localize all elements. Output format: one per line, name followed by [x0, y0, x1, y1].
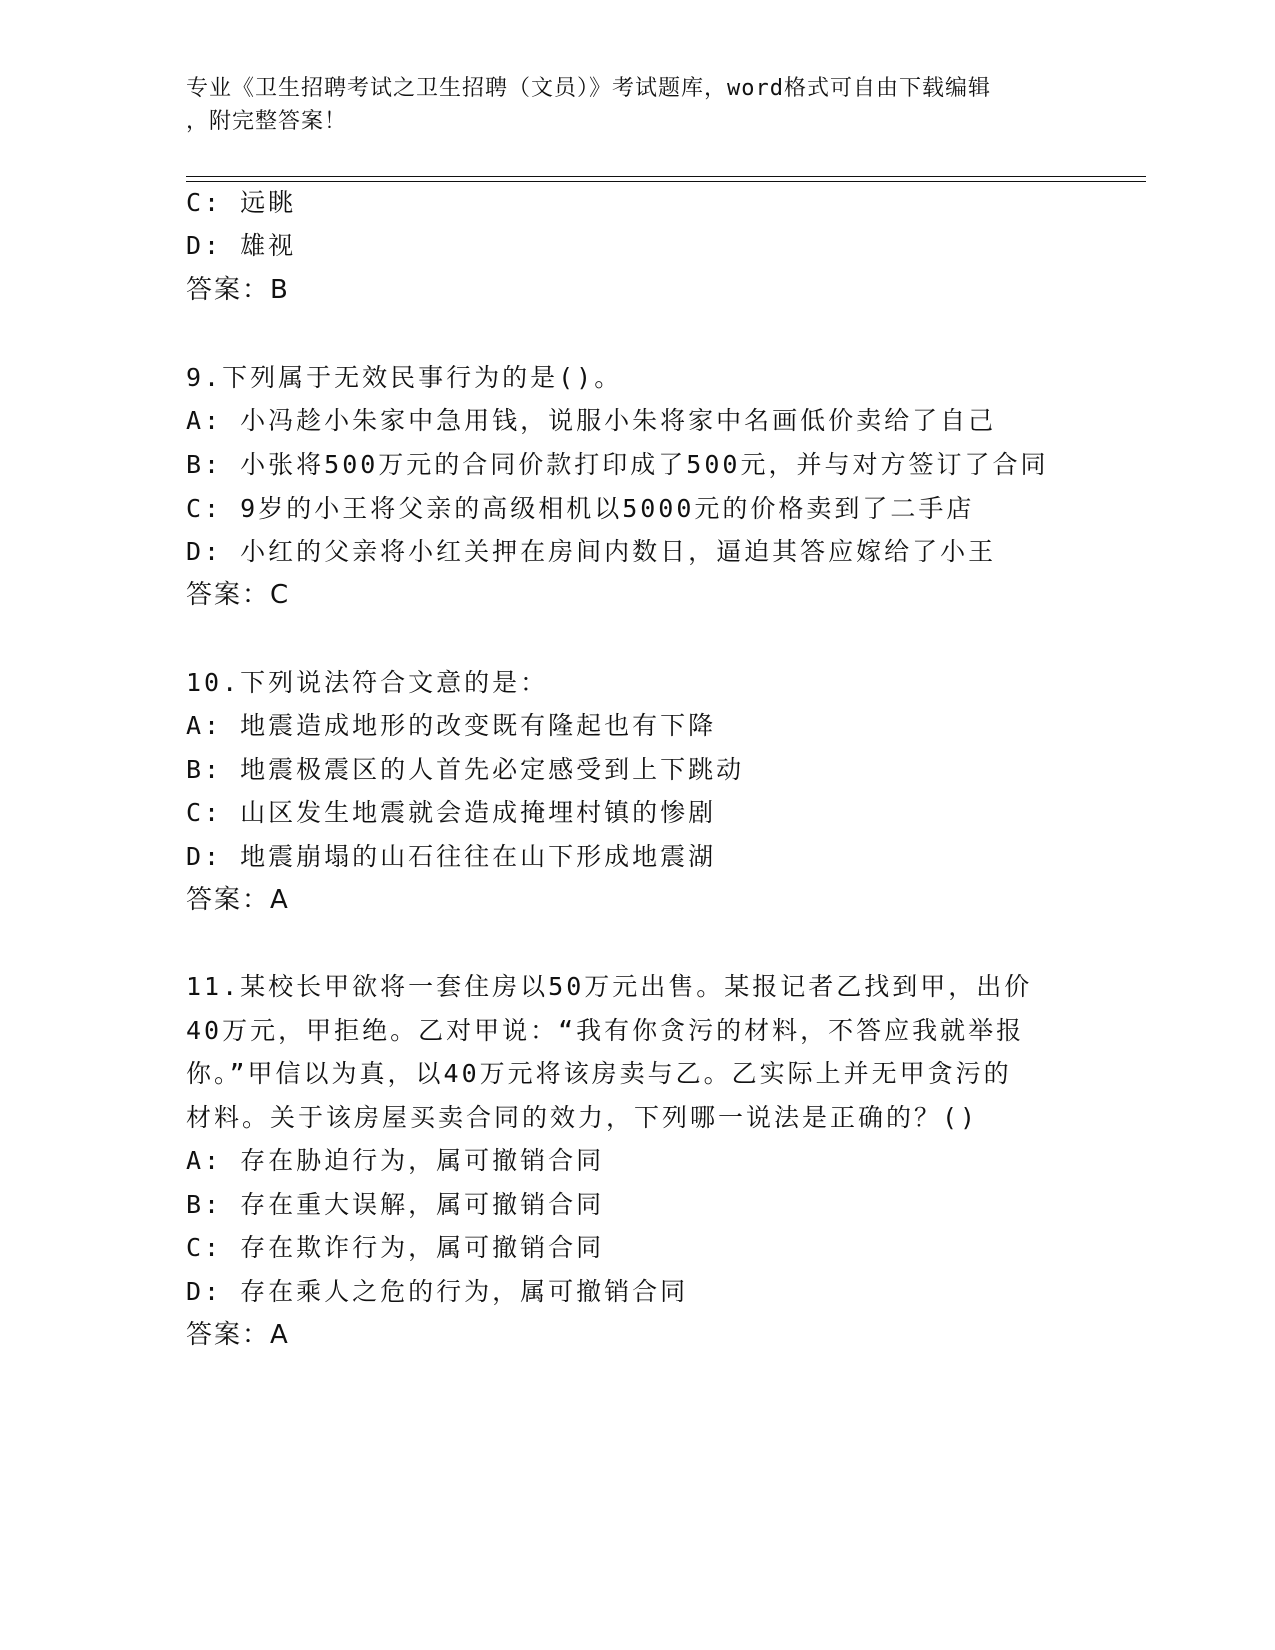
- q9-stem: 9.下列属于无效民事行为的是()。: [186, 363, 623, 392]
- header-divider-top: [186, 176, 1146, 177]
- q9-option-d: D: 小红的父亲将小红关押在房间内数日，逼迫其答应嫁给了小王: [186, 537, 997, 566]
- q10-answer: 答案：A: [186, 885, 290, 915]
- q11-option-c: C: 存在欺诈行为，属可撤销合同: [186, 1233, 605, 1262]
- header-line-2: ，附完整答案！: [186, 109, 348, 134]
- q10-option-a: A: 地震造成地形的改变既有隆起也有下降: [186, 711, 717, 740]
- q11-option-a: A: 存在胁迫行为，属可撤销合同: [186, 1146, 605, 1175]
- q11-answer: 答案：A: [186, 1320, 290, 1350]
- q11-stem-line-1: 11.某校长甲欲将一套住房以50万元出售。某报记者乙找到甲，出价: [186, 972, 1033, 1001]
- header-divider-bottom: [186, 181, 1146, 182]
- q11-option-d: D: 存在乘人之危的行为，属可撤销合同: [186, 1277, 689, 1306]
- q10-option-c: C: 山区发生地震就会造成掩埋村镇的惨剧: [186, 798, 717, 827]
- q9-option-c: C: 9岁的小王将父亲的高级相机以5000元的价格卖到了二手店: [186, 494, 975, 523]
- prev-answer: 答案：B: [186, 275, 290, 305]
- q9-option-b: B: 小张将500万元的合同价款打印成了500元，并与对方签订了合同: [186, 450, 1049, 479]
- q9-answer: 答案：C: [186, 580, 291, 610]
- q11-option-b: B: 存在重大误解，属可撤销合同: [186, 1190, 605, 1219]
- q10-option-d: D: 地震崩塌的山石往往在山下形成地震湖: [186, 842, 717, 871]
- document-header: [186, 72, 1066, 138]
- prev-option-d: D: 雄视: [186, 231, 297, 260]
- prev-option-c: C: 远眺: [186, 188, 297, 217]
- q10-stem: 10.下列说法符合文意的是：: [186, 668, 549, 697]
- q10-option-b: B: 地震极震区的人首先必定感受到上下跳动: [186, 755, 745, 784]
- q11-stem-line-4: 材料。关于该房屋买卖合同的效力，下列哪一说法是正确的？(): [186, 1103, 979, 1132]
- q11-stem-line-3: 你。”甲信以为真，以40万元将该房卖与乙。乙实际上并无甲贪污的: [186, 1059, 1012, 1088]
- q9-option-a: A: 小冯趁小朱家中急用钱，说服小朱将家中名画低价卖给了自己: [186, 406, 997, 435]
- q11-stem-line-2: 40万元，甲拒绝。乙对甲说：“我有你贪污的材料，不答应我就举报: [186, 1016, 1025, 1045]
- header-line-1: 专业《卫生招聘考试之卫生招聘（文员）》考试题库，word格式可自由下载编辑: [186, 76, 991, 101]
